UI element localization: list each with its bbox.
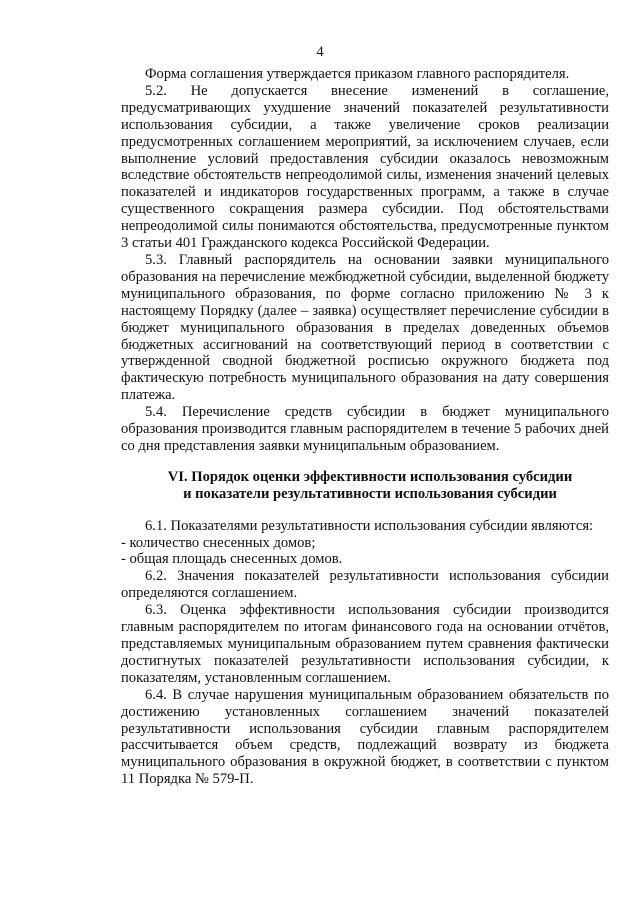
- paragraph-6-1: 6.1. Показателями результативности использования субсидии являются:: [145, 517, 594, 534]
- paragraph-5-3: 5.3. Главный распорядитель на основании заявки муниципального образования на перечисление межбюджетной субсидии, выделенной бюджету муниципального образования, по форме согласно приложению № 3 к настоящему Порядку (далее – заявка) осуществляет перечисление субсидии в бюджет муниципального образования в пределах доведенных объемов бюджетных ассигнований на соответствующий период в соответствии с утвержденной сводной бюджетной росписью окружного бюджета под фактическую потребность муниципального образования на дату совершения платежа.: [121, 251, 609, 404]
- section-heading: [121, 469, 609, 503]
- document-body: [121, 66, 609, 788]
- section-heading-line-2: и показатели результативности использования субсидии: [183, 485, 557, 502]
- spacer: [121, 455, 609, 469]
- list-item-houses-count: - количество снесенных домов;: [121, 534, 316, 551]
- spacer: [121, 503, 609, 518]
- page-number: 4: [316, 44, 324, 60]
- list-item-houses-area: - общая площадь снесенных домов.: [121, 551, 343, 568]
- paragraph-5-2: 5.2. Не допускается внесение изменений в соглашение, предусматривающих ухудшение значений показателей результативности использования субсидии, а также увеличение сроков реализации предусмотренных соглашением мероприятий, за исключением случаев, если выполнение условий предоставления субсидии оказалось невозможным вследствие обстоятельств непреодолимой силы, изменения значений целевых показателей и индикаторов государственных программ, а также в случае существенного сокращения размера субсидии. Под обстоятельствами непреодолимой силы понимаются обстоятельства, предусмотренные пунктом 3 статьи 401 Гражданского кодекса Российской Федерации.: [121, 82, 609, 252]
- paragraph-6-2: 6.2. Значения показателей результативности использования субсидии определяются соглашением.: [121, 568, 609, 602]
- paragraph-form-approval: Форма соглашения утверждается приказом главного распорядителя.: [145, 66, 570, 82]
- paragraph-6-4: 6.4. В случае нарушения муниципальным образованием обязательств по достижению установленных соглашением значений показателей результативности использования субсидии главным распорядителем рассчитывается объем средств, подлежащий возврату из бюджета муниципального образования в окружной бюджет, в соответствии с пунктом 11 Порядка № 579-П.: [121, 686, 609, 788]
- paragraph-6-3: 6.3. Оценка эффективности использования субсидии производится главным распорядителем по итогам финансового года на основании отчётов, представляемых муниципальным образованием путем сравнения фактически достигнутых показателей результативности использования субсидии, к показателям, установленным соглашением.: [121, 602, 609, 686]
- section-heading-line-1: VI. Порядок оценки эффективности использования субсидии: [167, 468, 573, 485]
- paragraph-5-4: 5.4. Перечисление средств субсидии в бюджет муниципального образования производится главным распорядителем в течение 5 рабочих дней со дня представления заявки муниципальным образованием.: [121, 404, 609, 454]
